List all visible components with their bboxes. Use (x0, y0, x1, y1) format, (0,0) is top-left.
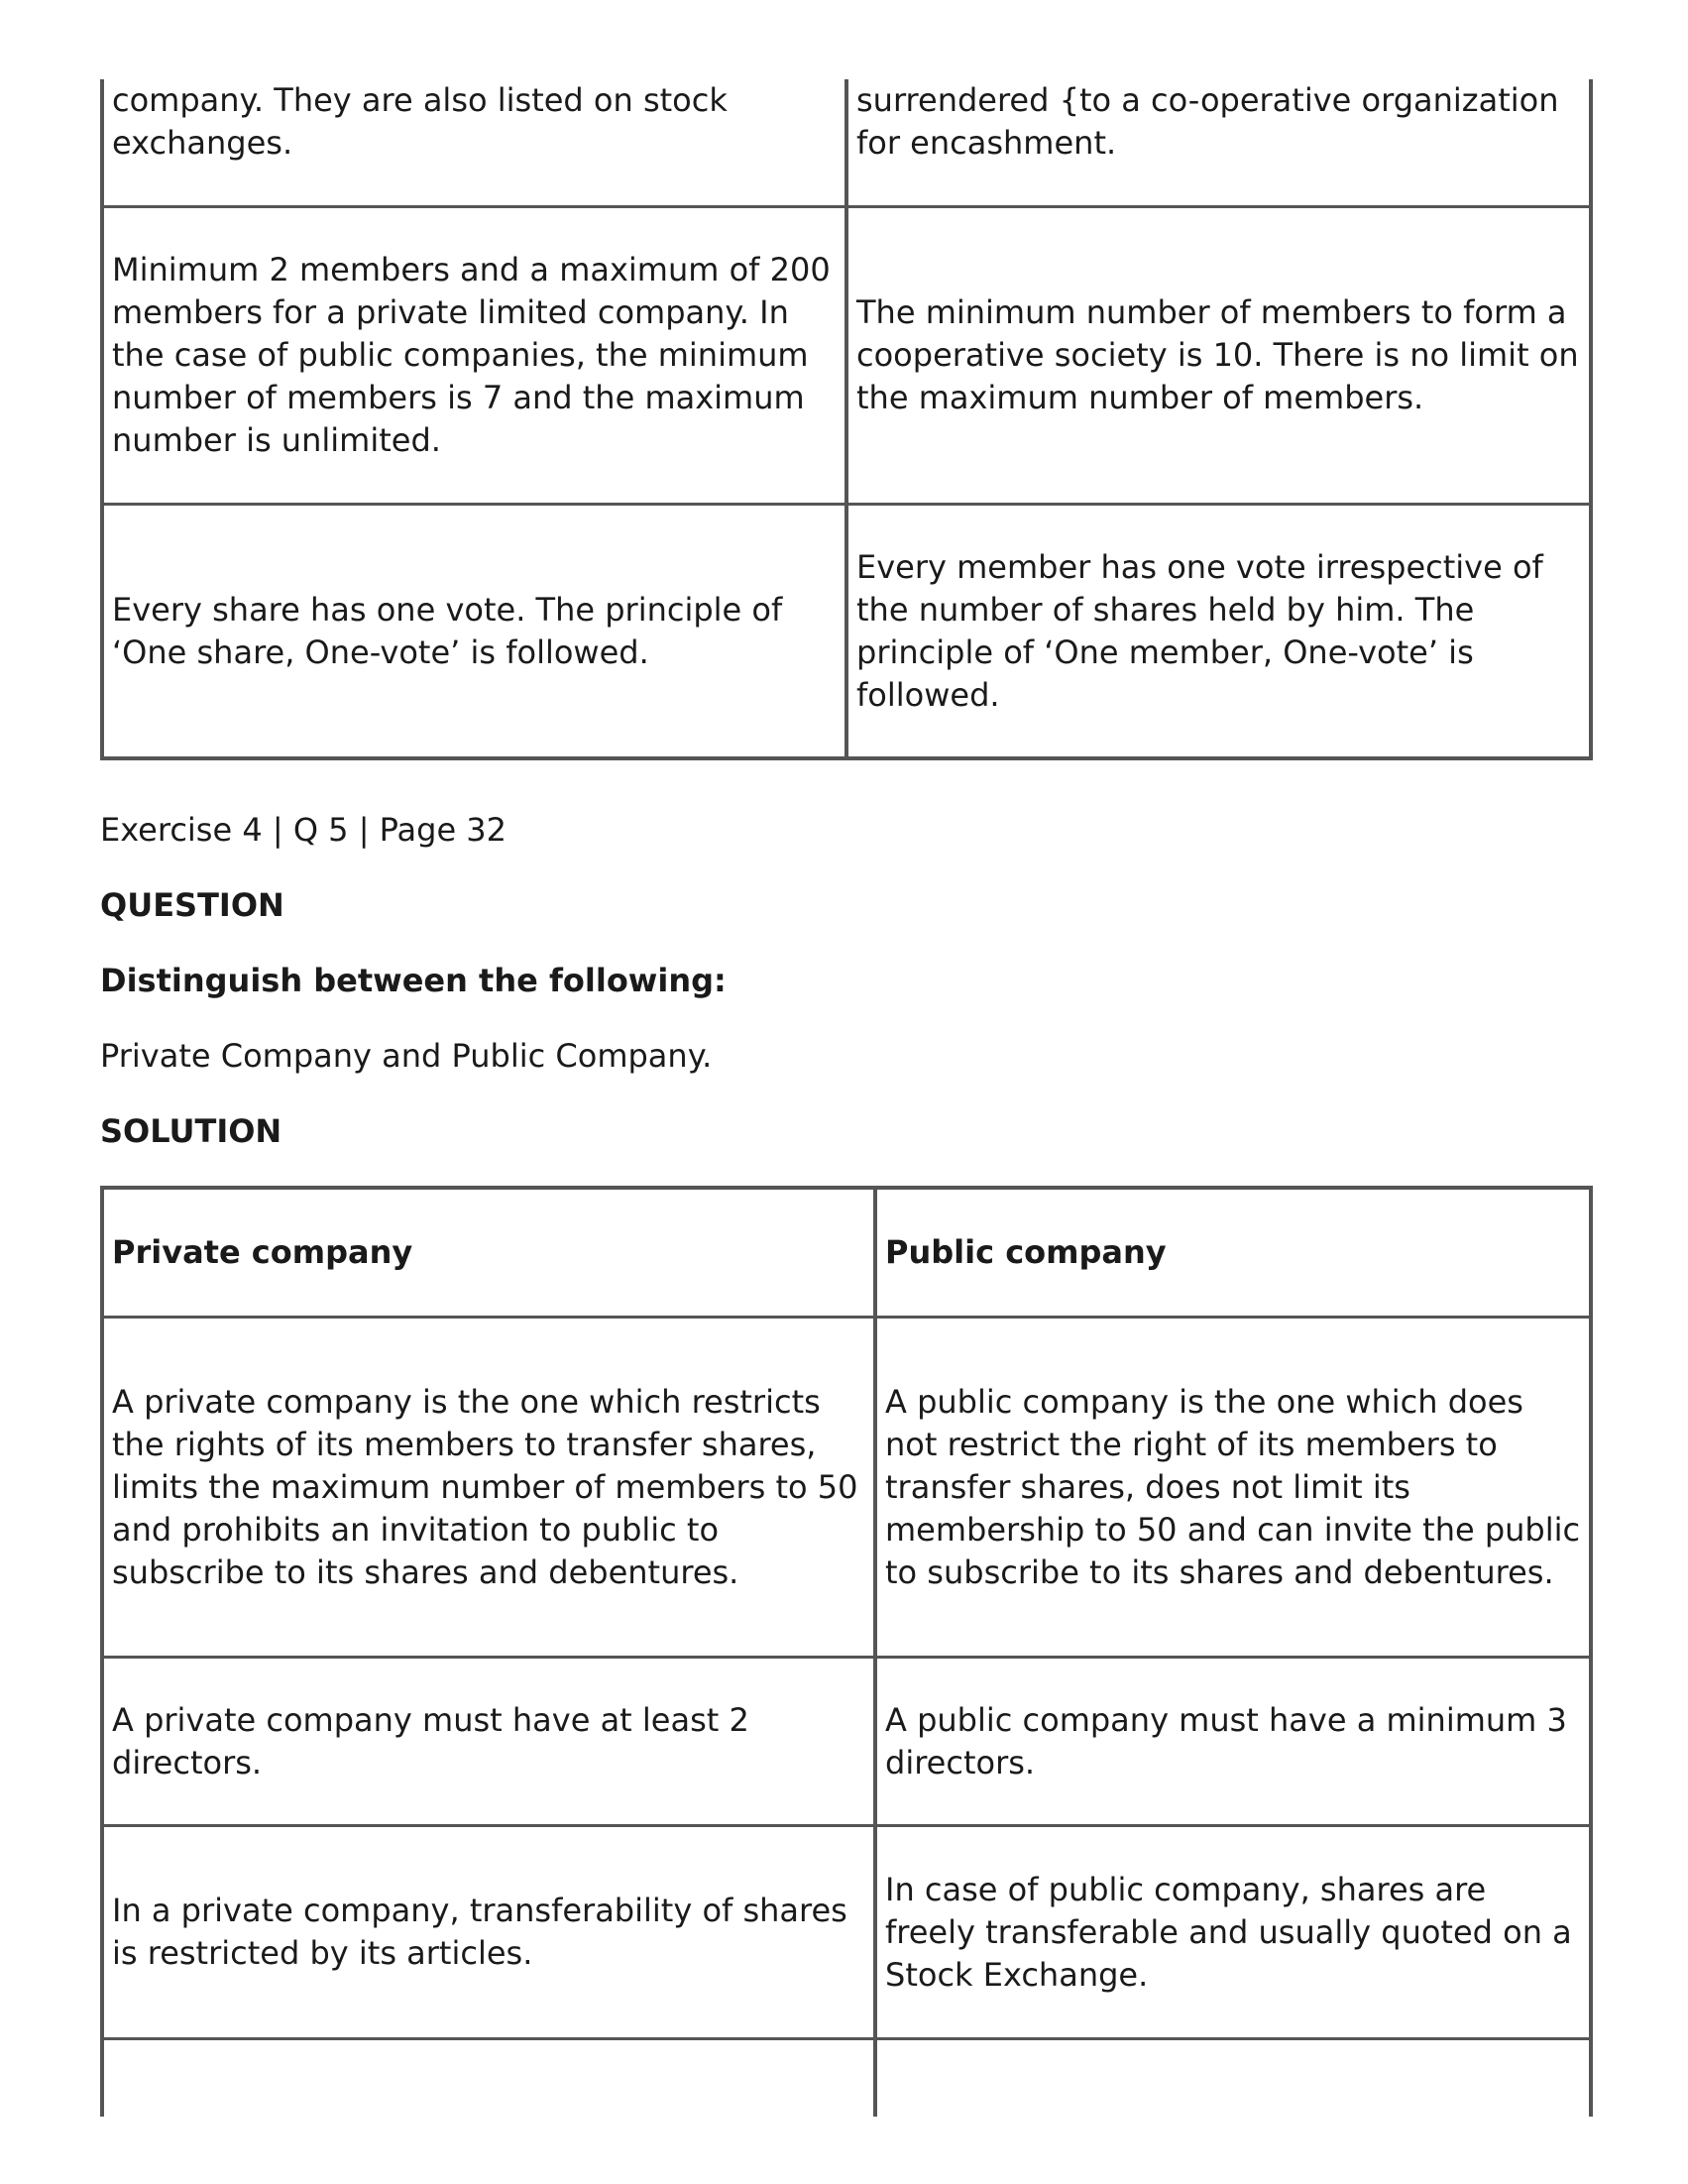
table-row (104, 208, 1589, 506)
table-row (104, 79, 1589, 208)
table-cell: Every member has one vote irrespective of the number of shares held by him. The principle of ‘One member, One-vote’ is followed. (846, 506, 1589, 756)
solution-comparison-table (100, 1186, 1593, 2117)
table-cell: Every share has one vote. The principle of ‘One share, One-vote’ is followed. (104, 506, 846, 756)
question-text: Private Company and Public Company. (100, 1037, 713, 1075)
table-cell: company. They are also listed on stock exchanges. (104, 79, 846, 208)
table-header-row (104, 1190, 1589, 1319)
table-cell: A public company must have a minimum 3 directors. (875, 1659, 1589, 1827)
table-cell: Minimum 2 members and a maximum of 200 members for a private limited company. In the case of public companies, the minimum number of members is 7 and the maximum number is unlimited. (104, 208, 846, 506)
table-cell: A private company must have at least 2 directors. (104, 1659, 875, 1827)
table-row (104, 1659, 1589, 1827)
table-cell: surrendered {to a co-operative organization for encashment. (846, 79, 1589, 208)
exercise-reference: Exercise 4 | Q 5 | Page 32 (100, 811, 507, 849)
table-row (104, 1319, 1589, 1659)
table-row (104, 506, 1589, 756)
table-cell (104, 2040, 875, 2117)
column-header: Public company (875, 1190, 1589, 1319)
table-cell: The minimum number of members to form a cooperative society is 10. There is no limit on the maximum number of members. (846, 208, 1589, 506)
table-cell: In a private company, transferability of shares is restricted by its articles. (104, 1827, 875, 2040)
table-cell: A private company is the one which restricts the rights of its members to transfer shares, limits the maximum number of members to 50 and prohibits an invitation to public to subscribe to its shares and debentures. (104, 1319, 875, 1659)
table-cell: In case of public company, shares are freely transferable and usually quoted on a Stock Exchange. (875, 1827, 1589, 2040)
table-cell (875, 2040, 1589, 2117)
question-heading: QUESTION (100, 886, 284, 924)
comparison-table-continued (100, 79, 1593, 760)
solution-heading: SOLUTION (100, 1112, 282, 1150)
column-header: Private company (104, 1190, 875, 1319)
table-row (104, 1827, 1589, 2040)
question-prompt: Distinguish between the following: (100, 962, 727, 999)
table-cell: A public company is the one which does not restrict the right of its members to transfer shares, does not limit its membership to 50 and can invite the public to subscribe to its shares and debentures. (875, 1319, 1589, 1659)
table-row (104, 2040, 1589, 2117)
